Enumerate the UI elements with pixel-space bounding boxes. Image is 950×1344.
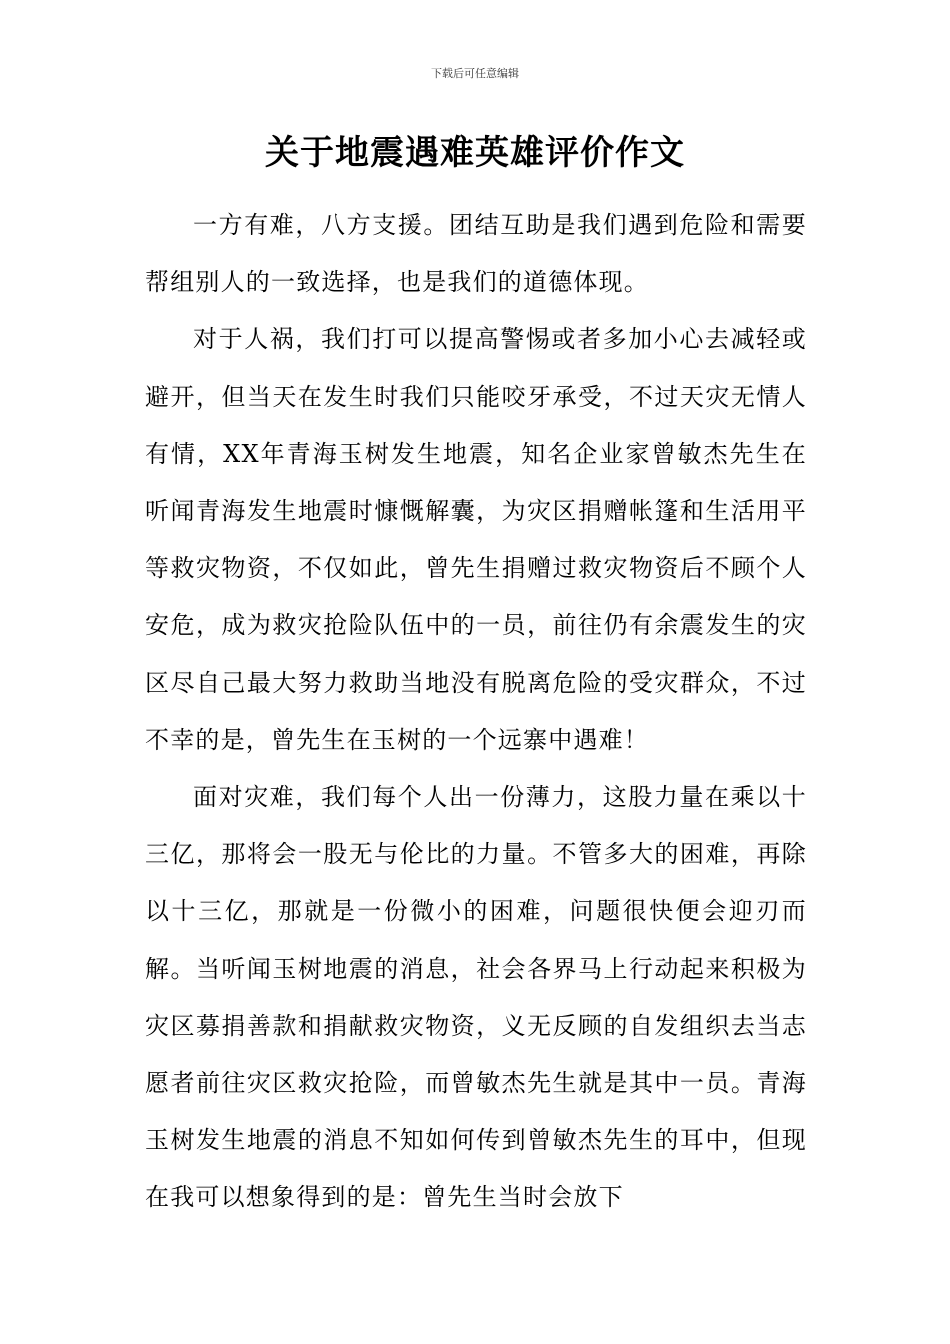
document-title: 关于地震遇难英雄评价作文 <box>265 133 685 173</box>
paragraph-2: 对于人祸，我们打可以提高警惕或者多加小心去减轻或避开，但当天在发生时我们只能咬牙承受，不过天灾无情人有情，XX年青海玉树发生地震，知名企业家曾敏杰先生在听闻青海发生地震时慷慨解囊，为灾区捐赠帐篷和生活用平等救灾物资，不仅如此，曾先生捐赠过救灾物资后不顾个人安危，成为救灾抢险队伍中的一员，前往仍有余震发生的灾区尽自己最大努力救助当地没有脱离危险的受灾群众，不过不幸的是，曾先生在玉树的一个远寨中遇难！ <box>145 325 807 754</box>
paragraph-3: 面对灾难，我们每个人出一份薄力，这股力量在乘以十三亿，那将会一股无与伦比的力量。不管多大的困难，再除以十三亿，那就是一份微小的困难，问题很快便会迎刃而解。当听闻玉树地震的消息，社会各界马上行动起来积极为灾区募捐善款和捐献救灾物资，义无反顾的自发组织去当志愿者前往灾区救灾抢险，而曾敏杰先生就是其中一员。青海玉树发生地震的消息不知如何传到曾敏杰先生的耳中，但现在我可以想象得到的是：曾先生当时会放下 <box>145 783 807 1212</box>
document-body <box>145 197 807 1227</box>
paragraph-1: 一方有难，八方支援。团结互助是我们遇到危险和需要帮组别人的一致选择，也是我们的道德体现。 <box>145 211 807 297</box>
header-note: 下载后可任意编辑 <box>431 67 519 80</box>
